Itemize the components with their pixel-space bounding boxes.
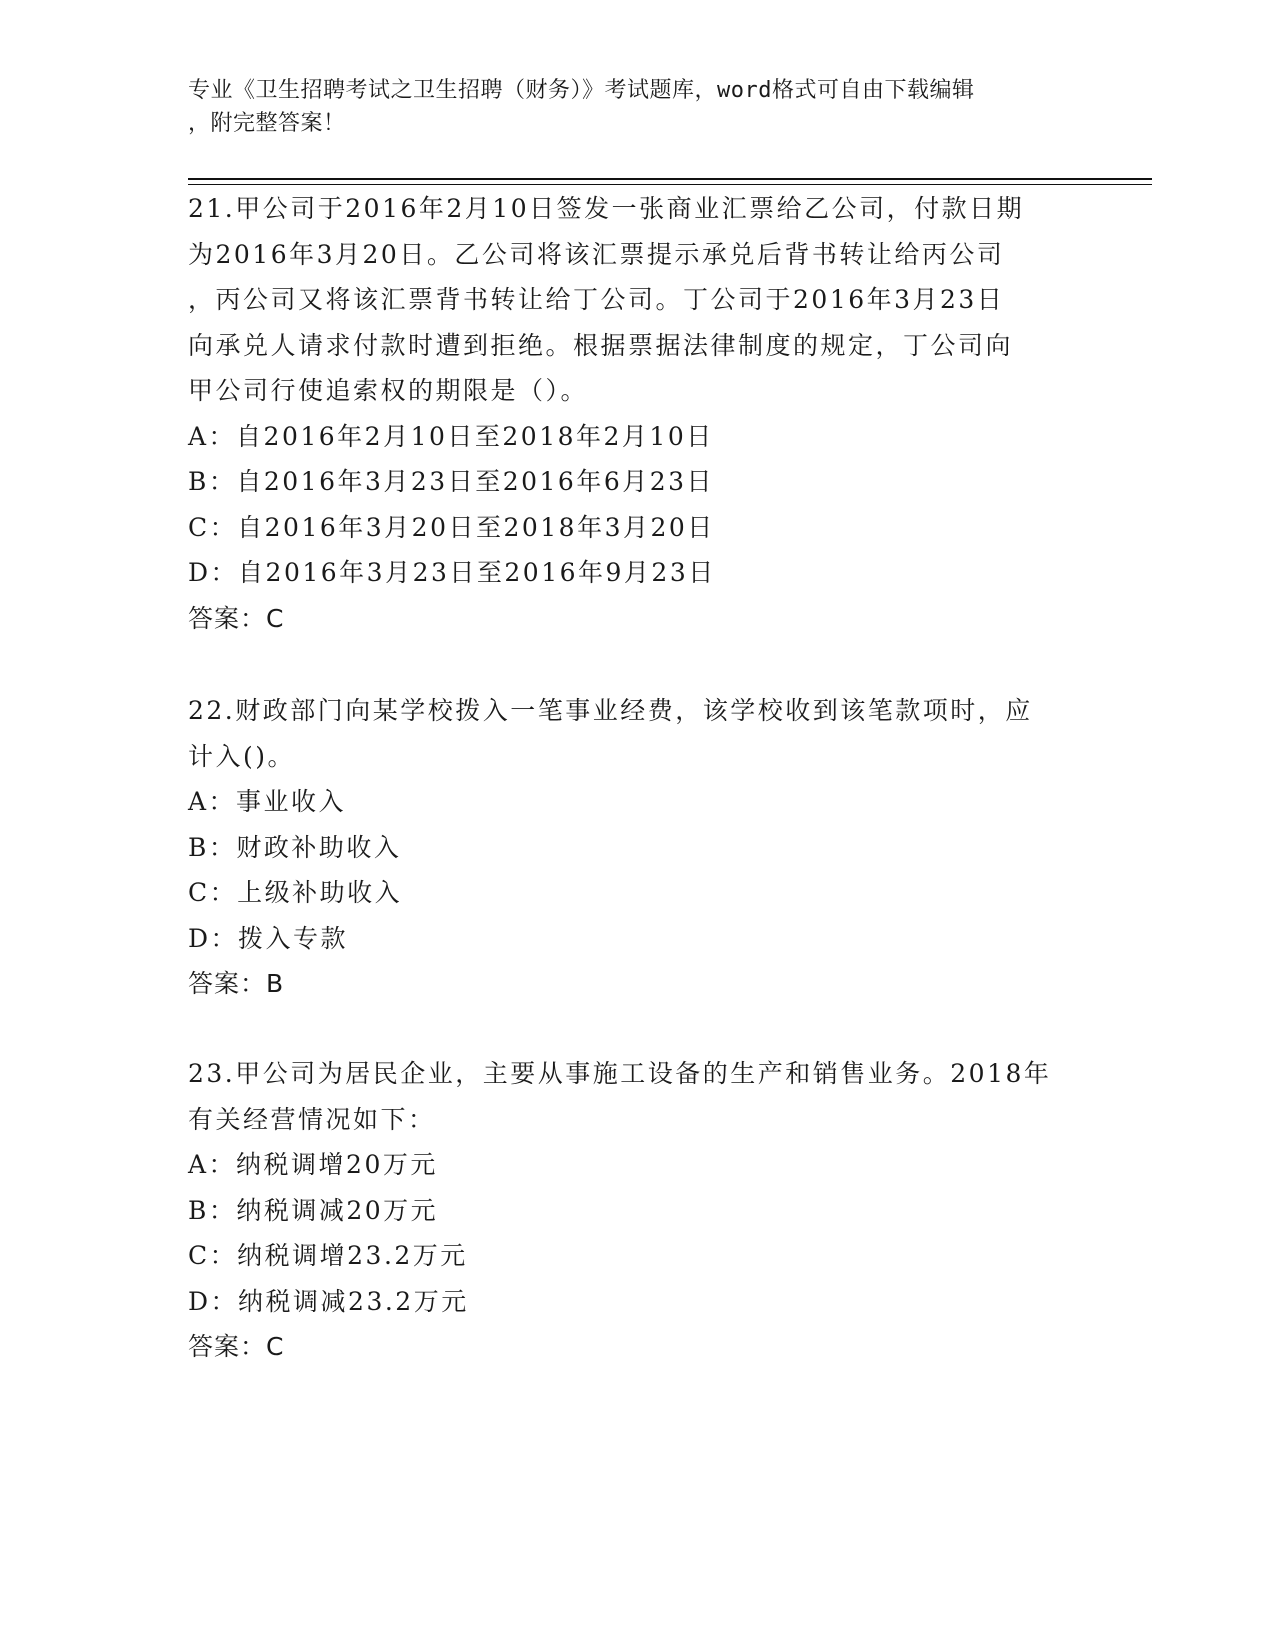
option-c: C：纳税调增23.2万元	[188, 1241, 468, 1270]
header-rule-thick	[188, 178, 1152, 180]
option-b: B：纳税调减20万元	[188, 1195, 439, 1225]
answer-label: 答案：C	[188, 603, 285, 633]
option-d: D：自2016年3月23日至2016年9月23日	[188, 558, 716, 587]
answer-label: 答案：C	[188, 1332, 285, 1361]
question-23	[188, 1051, 1088, 1370]
question-stem-line: 为2016年3月20日。乙公司将该汇票提示承兑后背书转让给丙公司	[188, 239, 1005, 269]
option-a: A：纳税调增20万元	[188, 1150, 438, 1179]
option-d: D：拨入专款	[188, 923, 349, 953]
option-b: B：自2016年3月23日至2016年6月23日	[188, 467, 715, 496]
header-line: 专业《卫生招聘考试之卫生招聘（财务）》考试题库，word格式可自由下载编辑	[188, 78, 975, 103]
question-stem-line: 22.财政部门向某学校拨入一笔事业经费，该学校收到该笔款项时，应	[188, 696, 1033, 725]
question-stem-line: 计入()。	[188, 741, 296, 771]
option-c: C：自2016年3月20日至2018年3月20日	[188, 512, 715, 542]
question-22	[188, 688, 1088, 1007]
header-rule-thin	[188, 184, 1152, 185]
question-stem-line: 有关经营情况如下：	[188, 1104, 436, 1134]
question-stem-line: 向承兑人请求付款时遭到拒绝。根据票据法律制度的规定，丁公司向	[188, 330, 1014, 360]
option-d: D：纳税调减23.2万元	[188, 1286, 469, 1316]
answer-label: 答案：B	[188, 969, 285, 998]
option-a: A：事业收入	[188, 787, 347, 816]
option-a: A：自2016年2月10日至2018年2月10日	[188, 421, 714, 451]
question-stem-line: 甲公司行使追索权的期限是（）。	[188, 376, 589, 405]
document-header	[188, 74, 1068, 140]
question-stem-line: 21.甲公司于2016年2月10日签发一张商业汇票给乙公司，付款日期	[188, 194, 1025, 223]
option-c: C：上级补助收入	[188, 878, 403, 907]
question-stem-line: 23.甲公司为居民企业，主要从事施工设备的生产和销售业务。2018年	[188, 1059, 1052, 1088]
option-b: B：财政补助收入	[188, 832, 402, 862]
question-21	[188, 186, 1088, 641]
question-stem-line: ，丙公司又将该汇票背书转让给丁公司。丁公司于2016年3月23日	[188, 285, 1005, 314]
header-line: ，附完整答案！	[188, 111, 346, 136]
